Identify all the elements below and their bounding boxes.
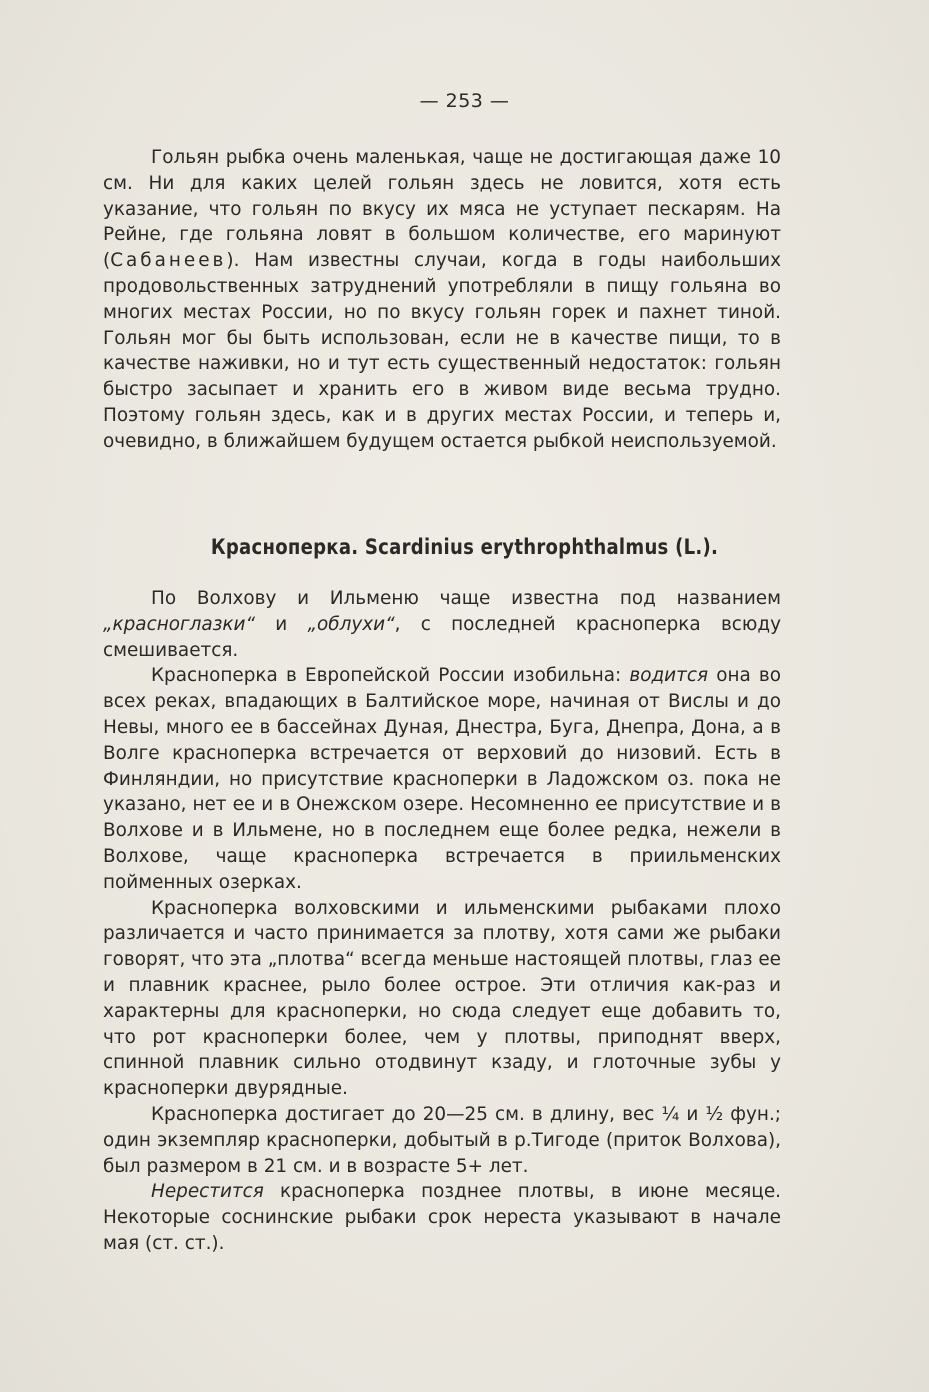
- author-name: Сабанеев: [110, 250, 227, 272]
- p2-text-2: она во всех реках, впадающих в Балтийское море, начиная от Вислы и до Невы, много ее в бассейнах Дуная, Днестра, Буга, Днепра, Дона, а в Волге красноперка встречается от верховий до низовий. Есть в Финляндии, но присутствие красноперки в Ладожском оз. пока не указано, нет ее и в Онежском озере. Несомненно ее присутствие и в Волхове и в Ильмене, но в последнем еще более редка, нежели в Волхове, чаще красноперка встречается в приильменских пойменных озерках.: [103, 665, 781, 893]
- p5-text: красноперка позднее плотвы, в июне месяце. Некоторые соснинские рыбаки срок нереста указывают в начале мая (ст. ст.).: [103, 1181, 781, 1254]
- p5-emphasis: Нерестится: [151, 1181, 264, 1203]
- p1-text-2: и: [255, 613, 308, 635]
- paragraph-3: Красноперка волховскими и ильменскими рыбаками плохо различается и часто принимается за плотву, хотя сами же рыбаки говорят, что эта „плотва“ всегда меньше настоящей плотвы, глаз ее и плавник краснее, рыло более острое. Эти отличия как-раз и характерны для красноперки, но сюда следует еще добавить то, что рот красноперки более, чем у плотвы, приподнят вверх, спинной плавник сильно отодвинут кзаду, и глоточные зубы у красноперки двурядные.: [103, 897, 781, 1100]
- paragraph-2: [103, 663, 781, 895]
- p1-text-3: , с последней красноперка всюду смешивается.: [103, 613, 781, 661]
- paragraph-1: [103, 586, 781, 663]
- p2-emphasis: водится: [629, 665, 709, 687]
- section-text-block: [103, 586, 781, 1257]
- section-title: Красноперка. Scardinius erythrophthalmus (L.).: [210, 535, 719, 559]
- p1-name-2: „облухи“: [307, 613, 395, 635]
- paragraph-5: [103, 1179, 781, 1256]
- intro-paragraph: [103, 145, 781, 455]
- intro-text-part-1: Гольян рыбка очень маленькая, чаще не достигающая даже 10 см. Ни для каких целей гольян здесь не ловится, хотя есть указание, что гольян по вкусу их мяса не уступает пескарям. На Рейне, где гольяна ловят в большом количестве, его маринуют (: [103, 147, 781, 272]
- p1-text-1: По Волхову и Ильменю чаще известна под названием: [151, 588, 781, 609]
- page-number: — 253 —: [419, 90, 510, 112]
- p2-text-1: Красноперка в Европейской России изобильна:: [151, 665, 630, 687]
- p1-name-1: „красноглазки“: [103, 613, 256, 635]
- intro-text-block: [103, 145, 781, 455]
- paragraph-4: Красноперка достигает до 20—25 см. в длину, вес ¼ и ½ фун.; один экземпляр красноперки, добытый в р.Тигоде (приток Волхова), был размером в 21 см. и в возрасте 5+ лет.: [103, 1103, 781, 1177]
- intro-text-part-2: ). Нам известны случаи, когда в годы наибольших продовольственных затруднений употребляли в пищу гольяна во многих местах России, но по вкусу гольян горек и пахнет тиной. Гольян мог бы быть использован, если не в качестве пищи, то в качестве наживки, но и тут есть существенный недостаток: гольян быстро засыпает и хранить его в живом виде весьма трудно. Поэтому гольян здесь, как и в других местах России, и теперь и, очевидно, в ближайшем будущем остается рыбкой неиспользуемой.: [103, 250, 781, 452]
